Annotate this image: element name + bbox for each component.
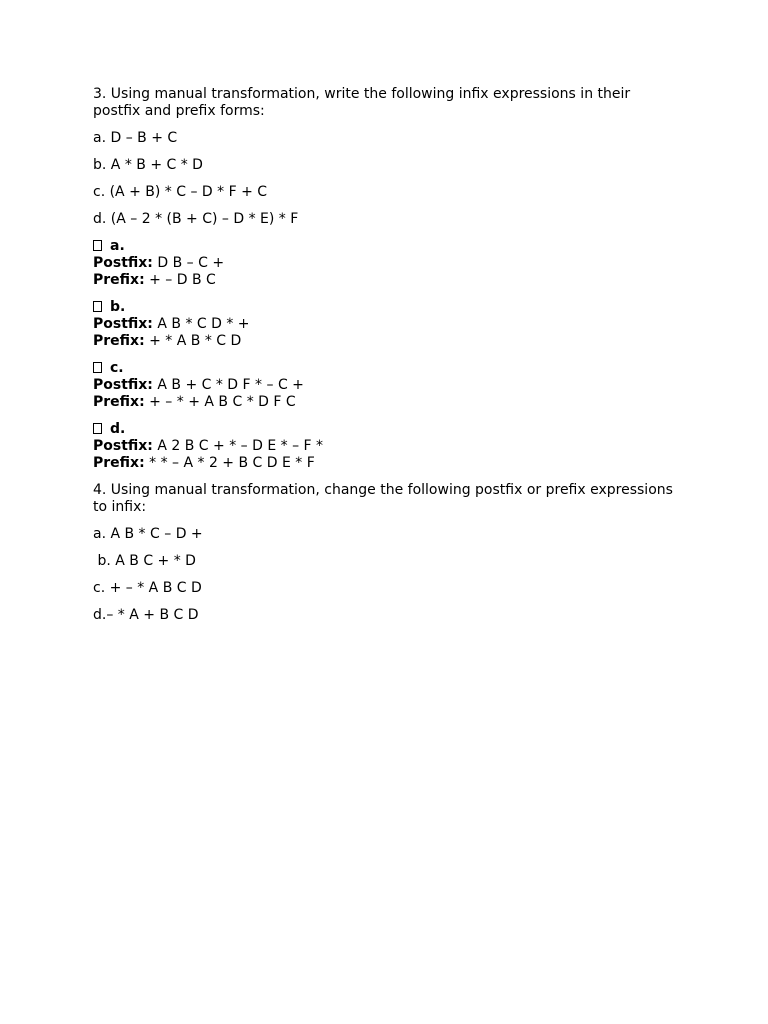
prefix-label: Prefix: xyxy=(93,333,145,349)
postfix-label: Postfix: xyxy=(93,377,153,393)
prefix-label: Prefix: xyxy=(93,455,145,471)
answer-b xyxy=(93,299,673,350)
checkbox-glyph-icon xyxy=(93,301,102,312)
postfix-value: D B – C + xyxy=(152,255,225,271)
answer-heading: a. xyxy=(110,238,125,254)
postfix-line xyxy=(93,438,673,455)
prefix-line xyxy=(93,333,673,350)
question-4-item-b: b. A B C + * D xyxy=(93,553,196,569)
prefix-line xyxy=(93,272,673,289)
postfix-value: A B + C * D F * – C + xyxy=(152,377,304,393)
question-3-item-a: a. D – B + C xyxy=(93,130,178,146)
checkbox-glyph-icon xyxy=(93,240,102,251)
question-4-prompt: 4. Using manual transformation, change the following postfix or prefix expressions to infix: xyxy=(93,482,673,515)
question-3-prompt: 3. Using manual transformation, write the following infix expressions in their postfix and prefix forms: xyxy=(93,86,631,119)
prefix-value: + * A B * C D xyxy=(144,333,242,349)
postfix-label: Postfix: xyxy=(93,438,153,454)
answer-heading: c. xyxy=(110,360,124,376)
question-4-item-a: a. A B * C – D + xyxy=(93,526,203,542)
postfix-value: A 2 B C + * – D E * – F * xyxy=(152,438,324,454)
question-4-item-d: d.– * A + B C D xyxy=(93,607,199,623)
postfix-line xyxy=(93,255,673,272)
prefix-value: + – D B C xyxy=(144,272,216,288)
answer-d xyxy=(93,421,673,472)
answer-heading: d. xyxy=(110,421,126,437)
postfix-line xyxy=(93,316,673,333)
prefix-line xyxy=(93,394,673,411)
prefix-value: + – * + A B C * D F C xyxy=(144,394,296,410)
answer-a xyxy=(93,238,673,289)
answer-c xyxy=(93,360,673,411)
document-page xyxy=(93,86,673,634)
answer-heading: b. xyxy=(110,299,126,315)
question-3-item-c: c. (A + B) * C – D * F + C xyxy=(93,184,268,200)
question-4-item-c: c. + – * A B C D xyxy=(93,580,202,596)
postfix-value: A B * C D * + xyxy=(152,316,250,332)
prefix-line xyxy=(93,455,673,472)
checkbox-glyph-icon xyxy=(93,423,102,434)
prefix-value: * * – A * 2 + B C D E * F xyxy=(144,455,315,471)
prefix-label: Prefix: xyxy=(93,272,145,288)
postfix-label: Postfix: xyxy=(93,316,153,332)
question-3-item-d: d. (A – 2 * (B + C) – D * E) * F xyxy=(93,211,299,227)
question-3-item-b: b. A * B + C * D xyxy=(93,157,203,173)
checkbox-glyph-icon xyxy=(93,362,102,373)
postfix-label: Postfix: xyxy=(93,255,153,271)
postfix-line xyxy=(93,377,673,394)
prefix-label: Prefix: xyxy=(93,394,145,410)
